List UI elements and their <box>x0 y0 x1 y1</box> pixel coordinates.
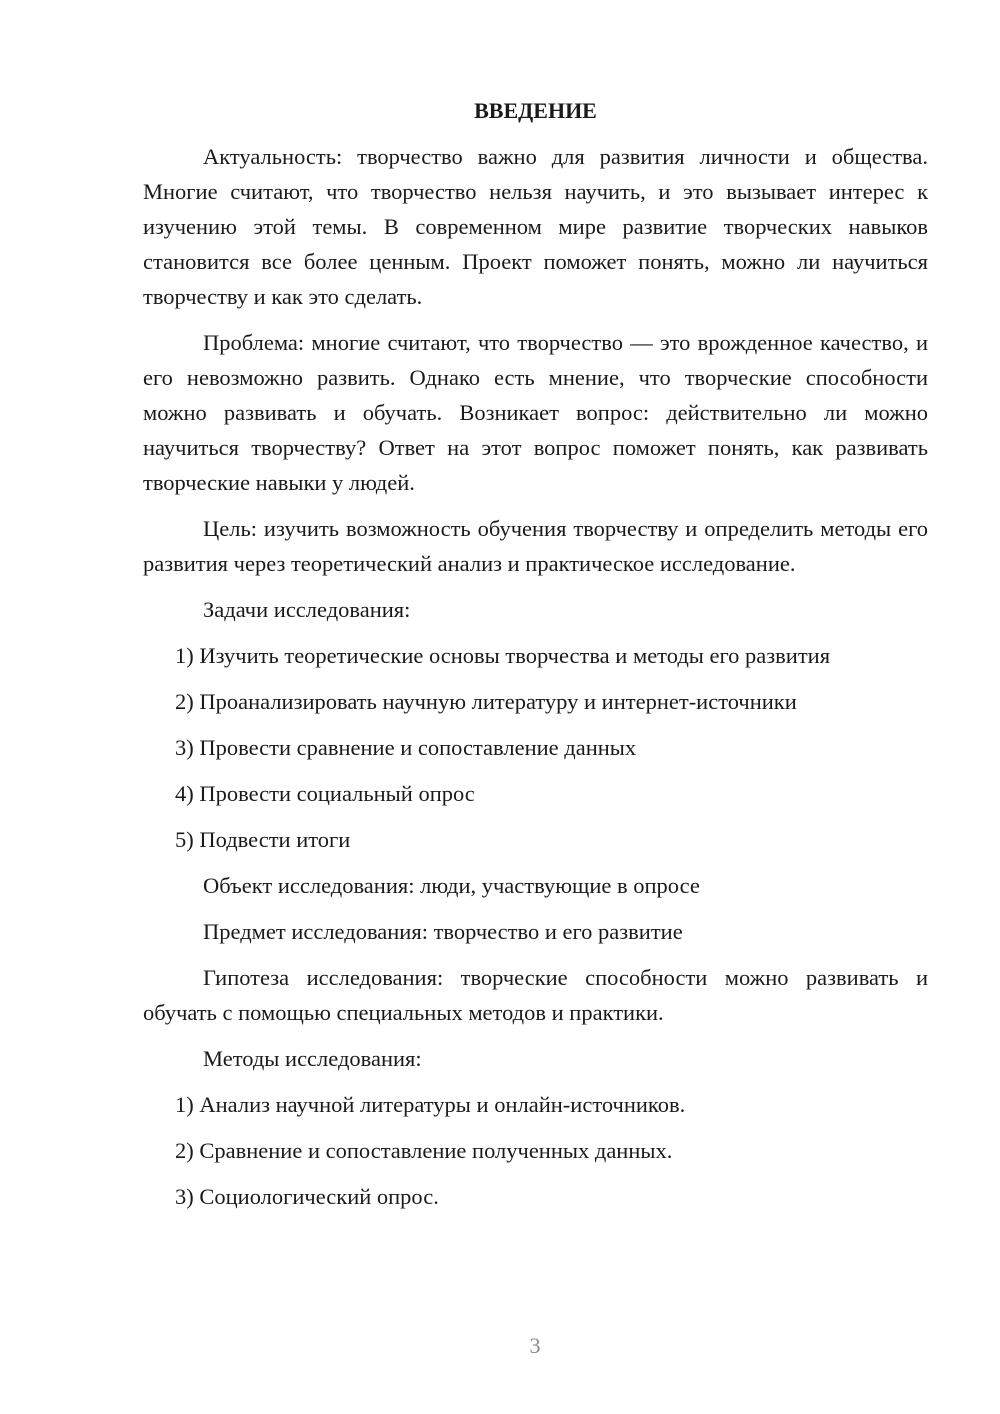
tasks-heading: Задачи исследования: <box>203 597 411 622</box>
list-item: 2) Сравнение и сопоставление полученных данных. <box>175 1138 673 1163</box>
list-item: 5) Подвести итоги <box>175 827 351 852</box>
list-item: 1) Анализ научной литературы и онлайн-источников. <box>175 1092 686 1117</box>
list-item: 1) Изучить теоретические основы творчества и методы его развития <box>175 643 831 668</box>
object-paragraph: Объект исследования: люди, участвующие в опросе <box>203 873 700 898</box>
hypothesis-paragraph: Гипотеза исследования: творческие способности можно развивать и обучать с помощью специальных методов и практики. <box>143 965 928 1025</box>
page-title: ВВЕДЕНИЕ <box>474 98 597 123</box>
methods-list <box>143 1087 928 1214</box>
list-item: 3) Провести сравнение и сопоставление данных <box>175 735 637 760</box>
list-item: 3) Социологический опрос. <box>175 1184 439 1209</box>
tasks-list <box>143 638 928 857</box>
list-item: 2) Проанализировать научную литературу и интернет-источники <box>175 689 797 714</box>
relevance-paragraph: Актуальность: творчество важно для развития личности и общества. Многие считают, что творчество нельзя научить, и это вызывает интерес к изучению этой темы. В современном мире развитие творческих навыков становится все более ценным. Проект поможет понять, можно ли научиться творчеству и как это сделать. <box>143 144 928 309</box>
problem-paragraph: Проблема: многие считают, что творчество — это врожденное качество, и его невозможно развить. Однако есть мнение, что творческие способности можно развивать и обучать. Возникает вопрос: действительно ли можно научиться творчеству? Ответ на этот вопрос поможет понять, как развивать творческие навыки у людей. <box>143 330 928 495</box>
goal-paragraph: Цель: изучить возможность обучения творчеству и определить методы его развития через теоретический анализ и практическое исследование. <box>143 516 928 576</box>
list-item: 4) Провести социальный опрос <box>175 781 475 806</box>
methods-heading: Методы исследования: <box>203 1046 422 1071</box>
page-content <box>143 96 928 1225</box>
page-number: 3 <box>529 1333 541 1358</box>
subject-paragraph: Предмет исследования: творчество и его развитие <box>203 919 683 944</box>
